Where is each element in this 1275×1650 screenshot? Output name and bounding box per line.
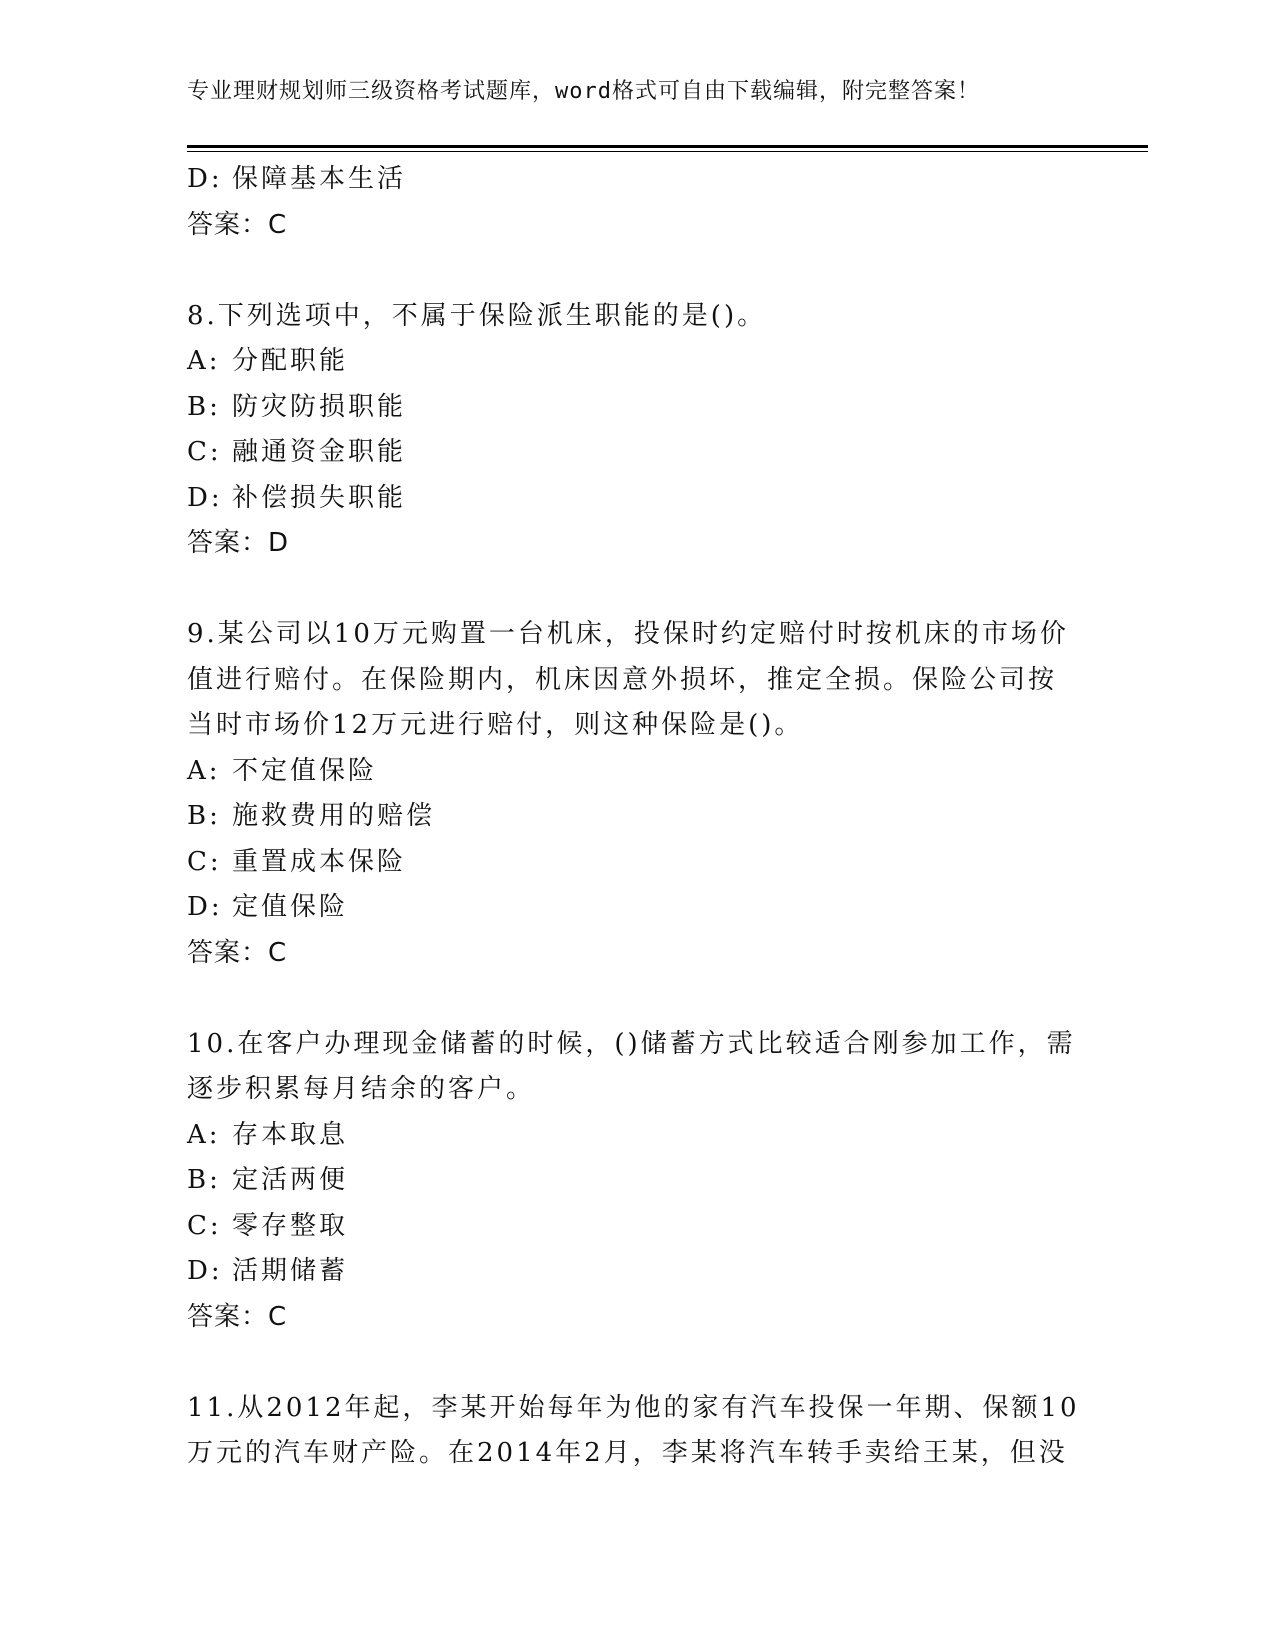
- spacer: [187, 1340, 1087, 1386]
- question-stem: 值进行赔付。在保险期内，机床因意外损坏，推定全损。保险公司按: [187, 664, 1058, 695]
- option-line: [187, 1249, 1087, 1295]
- option-text: 不定值保险: [232, 755, 378, 786]
- spacer: [187, 248, 1087, 294]
- question-stem: 9.某公司以10万元购置一台机床，投保时约定赔付时按机床的市场价: [187, 619, 1069, 649]
- option-text: 存本取息: [232, 1119, 349, 1150]
- option-letter: D:: [187, 482, 223, 513]
- document-body: [187, 157, 1087, 1477]
- option-letter: C:: [187, 437, 222, 467]
- option-text: 分配职能: [232, 346, 349, 376]
- spacer: [187, 976, 1087, 1022]
- option-letter: D:: [187, 164, 223, 194]
- option-letter: A:: [187, 346, 221, 376]
- option-line: [187, 885, 1087, 931]
- answer-line: 答案：C: [187, 937, 288, 968]
- option-text: 融通资金职能: [232, 437, 407, 467]
- question-block: [187, 1022, 1087, 1341]
- option-line: [187, 157, 1087, 203]
- option-text: 活期储蓄: [232, 1256, 349, 1286]
- option-line: [187, 476, 1087, 522]
- option-line: [187, 1158, 1087, 1204]
- option-letter: D:: [187, 1256, 223, 1286]
- option-letter: D:: [187, 892, 223, 922]
- question-stem: 当时市场价12万元进行赔付，则这种保险是()。: [187, 710, 804, 740]
- option-text: 防灾防损职能: [232, 391, 407, 422]
- question-block: [187, 612, 1087, 976]
- question-block: [187, 294, 1087, 567]
- option-line: [187, 339, 1087, 385]
- option-line: [187, 1204, 1087, 1250]
- option-text: 零存整取: [232, 1210, 349, 1241]
- option-letter: B:: [187, 391, 221, 422]
- question-stem: 万元的汽车财产险。在2014年2月，李某将汽车转手卖给王某，但没: [187, 1438, 1068, 1468]
- option-line: [187, 385, 1087, 431]
- option-line: [187, 1113, 1087, 1159]
- spacer: [187, 567, 1087, 613]
- option-line: [187, 840, 1087, 886]
- question-stem: 8.下列选项中，不属于保险派生职能的是()。: [187, 300, 767, 331]
- option-line: [187, 430, 1087, 476]
- option-letter: A:: [187, 1119, 221, 1150]
- option-letter: B:: [187, 1165, 221, 1195]
- option-letter: C:: [187, 846, 222, 877]
- question-stem: 逐步积累每月结余的客户。: [187, 1074, 536, 1104]
- option-text: 补偿损失职能: [232, 482, 407, 513]
- answer-line: 答案：C: [187, 1301, 288, 1332]
- header-rule-thick: [187, 145, 1148, 148]
- option-letter: B:: [187, 801, 221, 831]
- answer-line: 答案：C: [187, 209, 288, 240]
- option-text: 保障基本生活: [232, 164, 407, 194]
- option-letter: A:: [187, 755, 221, 786]
- question-block: [187, 1386, 1087, 1477]
- option-text: 定活两便: [232, 1165, 349, 1195]
- option-text: 施救费用的赔偿: [232, 801, 436, 831]
- option-text: 重置成本保险: [232, 846, 407, 877]
- option-text: 定值保险: [232, 892, 349, 922]
- page-header: 专业理财规划师三级资格考试题库，word格式可自由下载编辑，附完整答案！: [187, 79, 980, 104]
- question-stem: 10.在客户办理现金储蓄的时候，()储蓄方式比较适合刚参加工作，需: [187, 1028, 1076, 1059]
- option-letter: C:: [187, 1210, 222, 1241]
- option-line: [187, 749, 1087, 795]
- question-stem: 11.从2012年起，李某开始每年为他的家有汽车投保一年期、保额10: [187, 1392, 1080, 1423]
- option-line: [187, 794, 1087, 840]
- answer-line: 答案：D: [187, 528, 290, 558]
- header-rule-thin: [187, 151, 1148, 152]
